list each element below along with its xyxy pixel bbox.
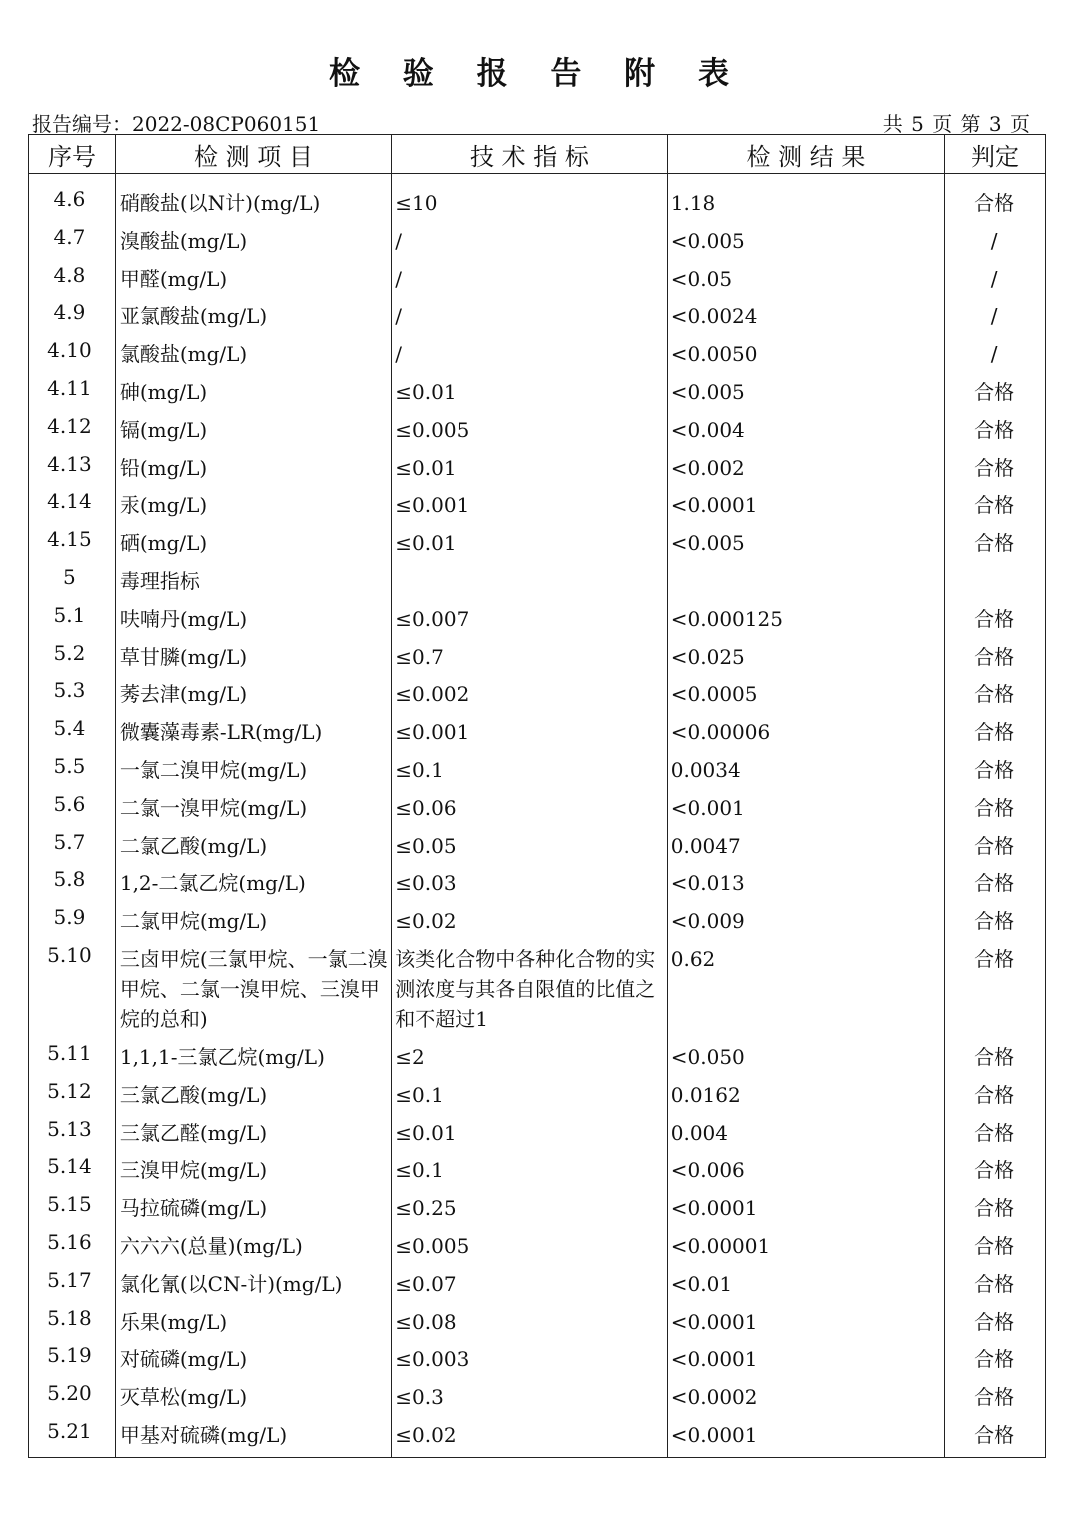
row-result: <0.00001 [670,1233,771,1258]
table-row [29,1076,1045,1114]
row-judgement: 合格 [974,455,1015,480]
row-number: 5.2 [53,640,86,665]
row-standard: ≤0.003 [395,1347,470,1372]
row-number: 5.5 [53,753,86,778]
row-result: <0.0001 [670,1347,758,1372]
row-judgement: 合格 [974,606,1015,631]
table-row [29,638,1045,676]
row-judgement: / [990,266,998,291]
row-judgement: 合格 [974,720,1015,745]
row-number: 5.11 [47,1040,92,1065]
table-row [29,297,1045,335]
row-number: 4.15 [47,527,92,552]
row-result: <0.001 [670,795,745,820]
row-judgement: 合格 [974,379,1015,404]
row-result: <0.013 [670,871,745,896]
row-judgement: 合格 [974,1120,1015,1145]
row-item: 二氯一溴甲烷(mg/L) [119,795,308,820]
row-standard: ≤0.25 [395,1196,457,1221]
row-judgement: 合格 [974,191,1015,215]
table-rows [29,184,1045,1454]
row-item: 氯酸盐(mg/L) [119,342,248,367]
row-number: 4.9 [53,300,86,325]
row-item: 二氯甲烷(mg/L) [119,909,268,934]
row-item: 硒(mg/L) [119,531,208,556]
row-judgement: 合格 [974,1422,1015,1447]
row-item: 一氯二溴甲烷(mg/L) [119,757,308,782]
row-number: 4.10 [47,338,92,363]
row-item: 溴酸盐(mg/L) [119,228,248,253]
row-item: 三卤甲烷(三氯甲烷、一氯二溴甲烷、二氯一溴甲烷、三溴甲烷的总和) [119,946,388,1031]
row-item: 甲基对硫磷(mg/L) [119,1422,288,1447]
row-result: <0.0005 [670,682,758,707]
row-result: <0.0001 [670,1196,758,1221]
row-item: 铅(mg/L) [119,455,208,480]
row-judgement: 合格 [974,1233,1015,1258]
table-row [29,789,1045,827]
row-item: 亚氯酸盐(mg/L) [119,304,268,329]
row-judgement: 合格 [974,909,1015,934]
row-standard: ≤10 [395,191,438,215]
row-result: <0.005 [670,228,745,253]
row-judgement: 合格 [974,1196,1015,1221]
row-item: 微囊藻毒素-LR(mg/L) [119,720,323,745]
table-row [29,864,1045,902]
row-judgement: / [990,304,998,329]
row-number: 5.13 [47,1116,92,1141]
row-result: <0.0001 [670,493,758,518]
report-number: 报告编号：2022-08CP060151 [32,112,321,136]
row-standard: ≤0.01 [395,379,457,404]
row-item: 镉(mg/L) [119,417,208,442]
row-standard: ≤0.1 [395,1158,444,1183]
row-result: 0.004 [670,1120,729,1145]
header-result: 检 测 结 果 [668,135,945,173]
row-standard: 该类化合物中各种化合物的实测浓度与其各自限值的比值之和不超过1 [395,946,656,1031]
row-result: <0.0001 [670,1309,758,1334]
table-row [29,1265,1045,1303]
row-judgement: 合格 [974,1082,1015,1107]
row-item: 二氯乙酸(mg/L) [119,833,268,858]
row-standard: ≤0.7 [395,644,444,669]
table-body [28,174,1046,1458]
table-row [29,1227,1045,1265]
row-standard: / [395,342,403,367]
row-result: <0.025 [670,644,745,669]
table-row [29,713,1045,751]
table-row [29,486,1045,524]
row-item: 硝酸盐(以N计)(mg/L) [119,191,321,215]
table-header [28,134,1046,174]
row-item: 马拉硫磷(mg/L) [119,1196,268,1221]
row-result: <0.0050 [670,342,758,367]
row-standard: ≤0.1 [395,1082,444,1107]
row-judgement [943,566,1045,600]
row-item: 1,2-二氯乙烷(mg/L) [119,871,306,896]
table-row [29,600,1045,638]
row-result: <0.000125 [670,606,783,631]
row-standard: ≤0.03 [395,871,457,896]
table-row [29,184,1045,222]
row-judgement: 合格 [974,1385,1015,1410]
row-number: 5 [63,564,76,589]
row-standard: / [395,266,403,291]
page-title: 检 验 报 告 附 表 [329,56,745,92]
table-row [29,675,1045,713]
row-judgement: 合格 [974,1309,1015,1334]
row-result: <0.006 [670,1158,745,1183]
row-standard: ≤0.002 [395,682,470,707]
row-standard: ≤0.1 [395,757,444,782]
table-row [29,902,1045,940]
row-number: 5.9 [53,905,86,930]
row-judgement: 合格 [974,493,1015,518]
table-row [29,1303,1045,1341]
header-standard: 技 术 指 标 [392,135,668,173]
row-number: 5.19 [47,1343,92,1368]
row-standard: ≤0.01 [395,531,457,556]
row-result [667,566,943,600]
row-result: 0.0162 [670,1082,741,1107]
row-item: 砷(mg/L) [119,379,208,404]
row-result: <0.004 [670,417,745,442]
row-standard: ≤0.001 [395,720,470,745]
table-row [29,1416,1045,1454]
row-result: 0.0047 [670,833,741,858]
row-result: 0.62 [670,946,716,971]
row-number: 5.8 [53,867,86,892]
row-item: 三氯乙醛(mg/L) [119,1120,268,1145]
row-judgement: 合格 [974,946,1015,971]
row-standard: ≤2 [395,1044,425,1069]
row-number: 5.15 [47,1192,92,1217]
row-number: 4.12 [47,413,92,438]
row-number: 5.10 [47,942,92,967]
row-standard: ≤0.3 [395,1385,444,1410]
row-judgement: / [990,228,998,253]
row-standard: ≤0.01 [395,1120,457,1145]
row-result: <0.0001 [670,1422,758,1447]
row-number: 4.7 [53,224,86,249]
row-item: 毒理指标 [119,568,200,593]
row-item: 汞(mg/L) [119,493,208,518]
row-result: 0.0034 [670,757,741,782]
row-standard: ≤0.07 [395,1271,457,1296]
table-row [29,1038,1045,1076]
row-judgement: 合格 [974,833,1015,858]
row-number: 4.6 [53,187,86,211]
row-number: 4.11 [47,375,92,400]
header-no: 序号 [29,135,116,173]
row-judgement: / [990,342,998,367]
row-number: 5.3 [53,678,86,703]
row-judgement: 合格 [974,1158,1015,1183]
row-number: 5.6 [53,791,86,816]
header-item: 检 测 项 目 [116,135,392,173]
table-row [29,1189,1045,1227]
row-judgement: 合格 [974,1271,1015,1296]
row-result: 1.18 [670,191,716,215]
row-judgement: 合格 [974,682,1015,707]
row-item: 六六六(总量)(mg/L) [119,1233,303,1258]
row-number: 5.17 [47,1267,92,1292]
row-standard: ≤0.05 [395,833,457,858]
row-standard: ≤0.01 [395,455,457,480]
row-judgement: 合格 [974,757,1015,782]
row-item: 甲醛(mg/L) [119,266,228,291]
row-standard: ≤0.001 [395,493,470,518]
row-standard: ≤0.08 [395,1309,457,1334]
table-row [29,260,1045,298]
row-item: 莠去津(mg/L) [119,682,248,707]
row-standard: ≤0.02 [395,909,457,934]
row-standard: / [395,304,403,329]
row-number: 5.14 [47,1154,92,1179]
row-standard: ≤0.005 [395,1233,470,1258]
row-item: 草甘膦(mg/L) [119,644,248,669]
table-row [29,335,1045,373]
row-item: 乐果(mg/L) [119,1309,228,1334]
row-judgement: 合格 [974,1044,1015,1069]
row-judgement: 合格 [974,644,1015,669]
row-judgement: 合格 [974,795,1015,820]
table-row [29,827,1045,865]
table-row [29,1114,1045,1152]
row-number: 5.7 [53,829,86,854]
row-standard: ≤0.005 [395,417,470,442]
row-number: 5.16 [47,1229,92,1254]
table-row [29,1378,1045,1416]
table-row [29,524,1045,562]
table-row [29,751,1045,789]
row-standard: ≤0.06 [395,795,457,820]
row-number: 5.21 [47,1418,92,1443]
table-row [29,373,1045,411]
table-row [29,222,1045,260]
row-result: <0.005 [670,379,745,404]
table-row [29,449,1045,487]
row-item: 对硫磷(mg/L) [119,1347,248,1372]
row-judgement: 合格 [974,1347,1015,1372]
row-number: 5.18 [47,1305,92,1330]
row-result: <0.005 [670,531,745,556]
row-result: <0.00006 [670,720,771,745]
row-standard: ≤0.007 [395,606,470,631]
table-row [29,411,1045,449]
row-result: <0.0024 [670,304,758,329]
row-judgement: 合格 [974,417,1015,442]
header-judge: 判定 [971,142,1019,171]
row-judgement: 合格 [974,531,1015,556]
table-row [29,1340,1045,1378]
row-result: <0.002 [670,455,745,480]
row-result: <0.05 [670,266,733,291]
row-standard: / [395,228,403,253]
page-indicator: 共 5 页 第 3 页 [882,112,1030,136]
row-result: <0.0002 [670,1385,758,1410]
row-number: 4.8 [53,262,86,287]
row-result: <0.009 [670,909,745,934]
row-item: 三氯乙酸(mg/L) [119,1082,268,1107]
row-number: 5.12 [47,1078,92,1103]
row-item: 呋喃丹(mg/L) [119,606,248,631]
row-item: 1,1,1-三氯乙烷(mg/L) [119,1044,325,1069]
row-item: 三溴甲烷(mg/L) [119,1158,268,1183]
row-standard [391,566,666,600]
row-judgement: 合格 [974,871,1015,896]
row-standard: ≤0.02 [395,1422,457,1447]
row-number: 4.13 [47,451,92,476]
table-row [29,940,1045,1038]
row-item: 灭草松(mg/L) [119,1385,248,1410]
row-number: 5.20 [47,1381,92,1406]
table-row [29,562,1045,600]
row-result: <0.01 [670,1271,733,1296]
row-number: 5.4 [53,716,86,741]
row-number: 5.1 [53,602,86,627]
table-row [29,1151,1045,1189]
row-number: 4.14 [47,489,92,514]
row-item: 氯化氰(以CN-计)(mg/L) [119,1271,343,1296]
row-result: <0.050 [670,1044,745,1069]
